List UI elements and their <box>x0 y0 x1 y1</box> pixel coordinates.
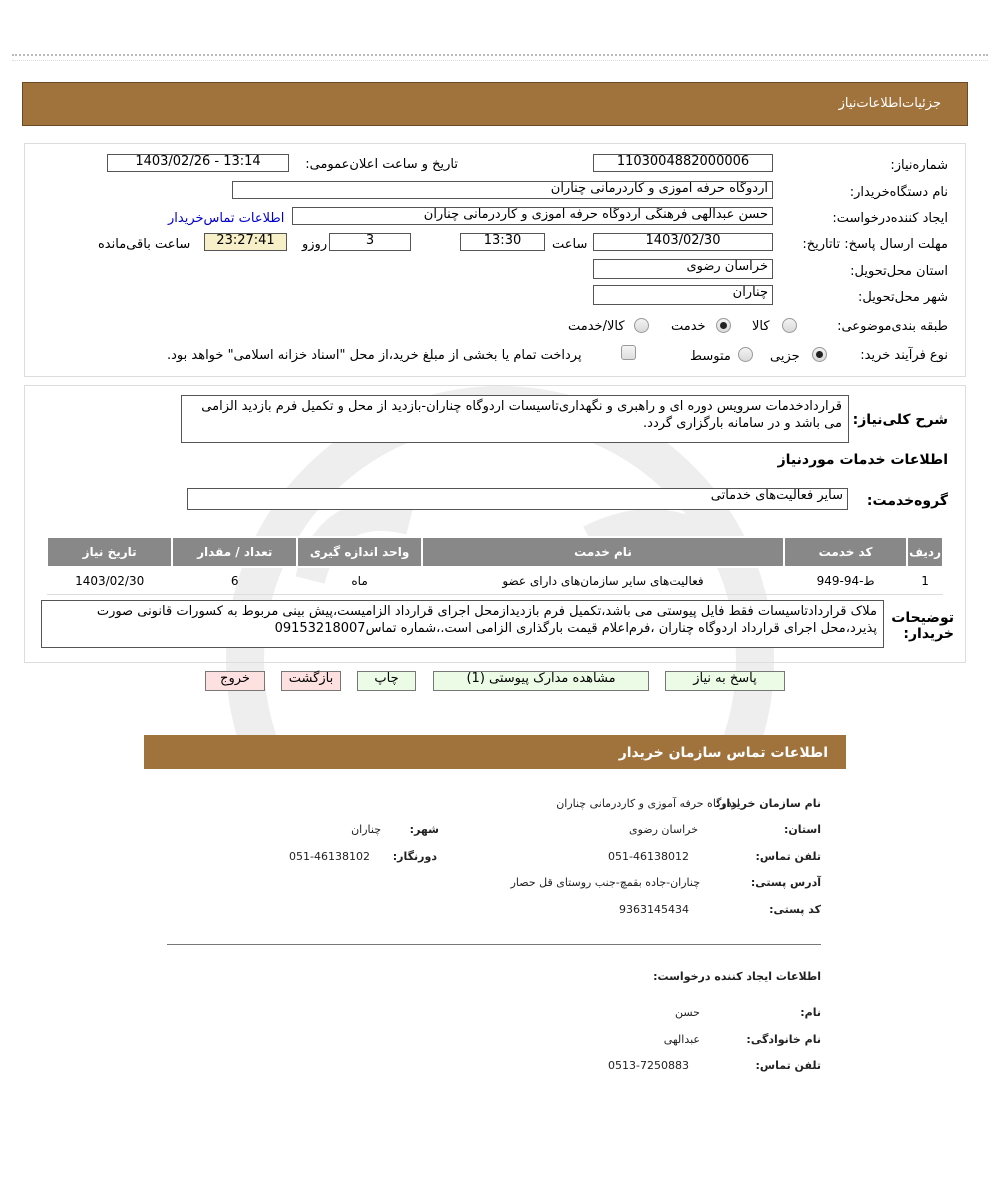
buyer-contact-link[interactable]: اطلاعات تماس‌خریدار <box>168 211 285 226</box>
service-group-label: گروه‌خدمت: <box>866 493 948 509</box>
top-divider <box>12 54 988 56</box>
need-number-field: 1103004882000006 <box>593 154 773 172</box>
summary-text: قراردادخدمات سرویس دوره ای و راهبری و نگهداری‌تاسیسات اردوگاه چناران-بازدید از محل و تکمیل فرم بازدید الزامی می باشد و در سامانه بارگزاری گردد. <box>181 395 849 443</box>
need-info-panel <box>24 143 966 377</box>
treasury-note: پرداخت تمام یا بخشی از مبلغ خرید،از محل "اسناد خزانه اسلامی" خواهد بود. <box>167 348 582 363</box>
cell-qty: 6 <box>172 567 297 595</box>
category-radio-service[interactable] <box>716 318 731 333</box>
col-date: تاریخ نیاز <box>47 537 172 567</box>
deadline-label: مهلت ارسال پاسخ: تاتاریخ: <box>802 237 948 252</box>
creator-field: حسن عبدالهی فرهنگی اردوگاه حرفه آموزی و کاردرمانی چناران <box>292 207 773 225</box>
process-radio-medium[interactable] <box>738 347 753 362</box>
address-label: آدرس پستی: <box>750 876 821 889</box>
col-qty: تعداد / مقدار <box>172 537 297 567</box>
postal-label: کد پستی: <box>769 903 821 916</box>
page-header <box>22 82 968 126</box>
contact-province-value: خراسان رضوی <box>628 823 698 836</box>
address-value: چناران-جاده بقمچ-جنب روستای قل حصار <box>510 876 700 889</box>
province-field: خراسان رضوی <box>593 259 773 279</box>
creator-phone-label: تلفن تماس: <box>755 1059 821 1072</box>
col-code: کد خدمت <box>784 537 907 567</box>
process-option-medium: متوسط <box>690 349 731 364</box>
phone-label: تلفن تماس: <box>755 850 821 863</box>
contact-divider <box>167 944 821 945</box>
process-radio-minor[interactable] <box>812 347 827 362</box>
reply-button[interactable]: پاسخ به نیاز <box>665 671 785 691</box>
need-number-label: شماره‌نیاز: <box>890 158 948 173</box>
remaining-time-field: 23:27:41 <box>204 233 287 251</box>
col-name: نام خدمت <box>422 537 784 567</box>
announce-label: تاریخ و ساعت اعلان‌عمومی: <box>305 157 458 172</box>
service-group-field: سایر فعالیت‌های خدماتی <box>187 488 848 510</box>
page-title: جزئیات‌اطلاعات‌نیاز <box>838 96 941 111</box>
buyer-field: اردوگاه حرفه آموزی و کاردرمانی چناران <box>232 181 773 199</box>
postal-value: 9363145434 <box>619 903 689 916</box>
city-field: چناران <box>593 285 773 305</box>
category-label: طبقه بندی‌موضوعی: <box>837 319 948 334</box>
creator-family-label: نام خانوادگی: <box>746 1033 821 1046</box>
process-option-minor: جزیی <box>770 349 800 364</box>
category-option-goods: کالا <box>752 319 770 334</box>
buyer-notes-text: ملاک قراردادتاسیسات فقط فایل پیوستی می باشد،تکمیل فرم بازدیدازمحل اجرای قرارداد الزامیست،پیش بینی مربوط به کسورات قانونی صورت پذیرد،محل اجرای قرارداد اردوگاه چناران ،فرم‌اعلام قیمت بارگذاری الزامی است.،شماره تماس09153218007 <box>41 600 884 648</box>
buyer-notes-label: توضیحات خریدار: <box>891 610 954 642</box>
contact-province-label: استان: <box>784 823 821 836</box>
table-row <box>47 567 943 595</box>
contact-city-label: شهر: <box>409 823 439 836</box>
creator-info-title: اطلاعات ایجاد کننده درخواست: <box>653 970 821 983</box>
category-radio-goods[interactable] <box>782 318 797 333</box>
cell-date: 1403/02/30 <box>47 567 172 595</box>
deadline-time-field: 13:30 <box>460 233 545 251</box>
services-title: اطلاعات خدمات مورد‌نیاز <box>777 452 948 468</box>
fax-value: 051-46138102 <box>289 850 370 863</box>
back-button[interactable]: بازگشت <box>281 671 341 691</box>
cell-name: فعالیت‌های سایر سازمان‌های دارای عضو <box>422 567 784 595</box>
category-option-both: کالا/خدمت <box>568 319 625 334</box>
buyer-label: نام دستگاه‌خریدار: <box>849 185 948 200</box>
creator-name-label: نام: <box>800 1006 821 1019</box>
org-value: اردوگاه حرفه آموزی و کاردرمانی چناران <box>556 797 740 810</box>
days-label: روزو <box>302 237 328 252</box>
exit-button[interactable]: خروج <box>205 671 265 691</box>
city-label: شهر محل‌تحویل: <box>858 290 948 305</box>
cell-row: 1 <box>907 567 943 595</box>
phone-value: 051-46138012 <box>608 850 689 863</box>
contact-header <box>144 735 846 769</box>
attachments-button[interactable]: مشاهده مدارک پیوستی (1) <box>433 671 649 691</box>
days-field: 3 <box>329 233 411 251</box>
contact-title: اطلاعات تماس سازمان خریدار <box>618 745 828 761</box>
services-table <box>46 536 944 595</box>
col-row: ردیف <box>907 537 943 567</box>
process-label: نوع فرآیند خرید: <box>860 348 948 363</box>
treasury-checkbox[interactable] <box>621 345 636 360</box>
remaining-label: ساعت باقی‌مانده <box>98 237 191 252</box>
contact-city-value: چناران <box>351 823 381 836</box>
category-radio-both[interactable] <box>634 318 649 333</box>
creator-name-value: حسن <box>675 1006 700 1019</box>
announce-field: 1403/02/26 - 13:14 <box>107 154 289 172</box>
province-label: استان محل‌تحویل: <box>850 264 948 279</box>
print-button[interactable]: چاپ <box>357 671 416 691</box>
summary-label: شرح کلی‌نیاز: <box>852 412 948 428</box>
cell-code: ط-94-949 <box>784 567 907 595</box>
category-option-service: خدمت <box>671 319 706 334</box>
col-unit: واحد اندازه گیری <box>297 537 422 567</box>
deadline-date-field: 1403/02/30 <box>593 233 773 251</box>
top-divider-2 <box>12 60 988 61</box>
fax-label: دورنگار: <box>392 850 437 863</box>
creator-label: ایجاد کننده‌درخواست: <box>832 211 948 226</box>
cell-unit: ماه <box>297 567 422 595</box>
deadline-time-label: ساعت <box>552 237 588 252</box>
org-label: نام سازمان خریدار: <box>715 797 821 810</box>
creator-phone-value: 0513-7250883 <box>608 1059 689 1072</box>
creator-family-value: عبدالهی <box>663 1033 700 1046</box>
